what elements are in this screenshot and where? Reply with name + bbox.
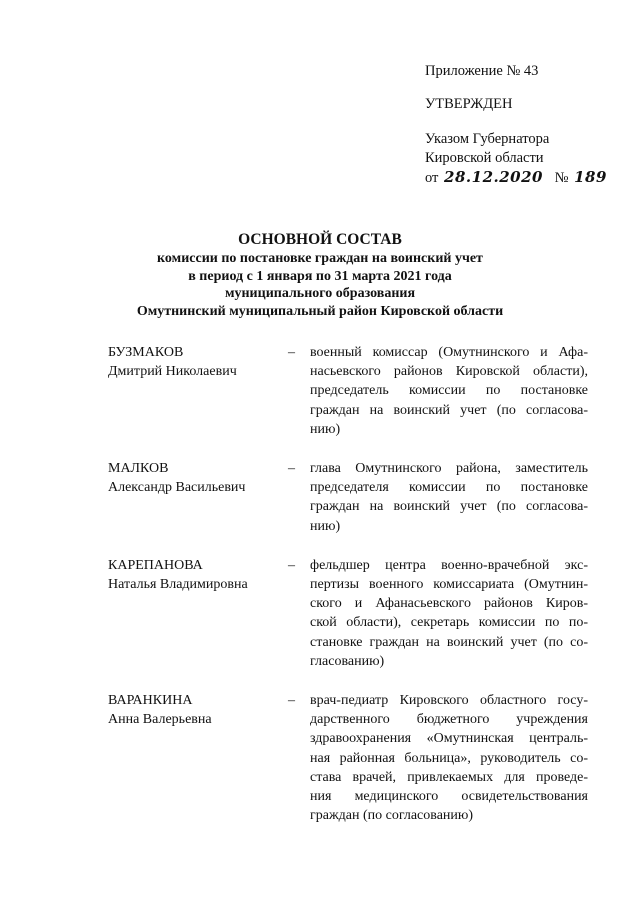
member-name <box>108 556 288 671</box>
member-role <box>310 556 588 671</box>
dash-separator: – <box>288 557 295 573</box>
role-line: председателя комиссии по постановке <box>310 480 588 496</box>
role-line: ния медицинского освидетельствования <box>310 789 588 805</box>
role-line: граждан (по согласованию) <box>310 808 474 824</box>
approved-label: УТВЕРЖДЕН <box>425 96 513 112</box>
handwritten-number: 189 <box>574 168 607 186</box>
approval-block <box>425 62 625 188</box>
role-line: нию) <box>310 421 341 437</box>
role-line: гласованию) <box>310 653 385 669</box>
number-label: № <box>554 170 569 186</box>
member-name <box>108 691 288 825</box>
heading-line-2: в период с 1 января по 31 марта 2021 года <box>188 268 452 284</box>
role-line: становке граждан на воинский учет (по со- <box>310 634 588 650</box>
dash-separator: – <box>288 693 295 709</box>
document-title: ОСНОВНОЙ СОСТАВ <box>238 231 402 248</box>
member-given-name: Александр Васильевич <box>108 480 246 496</box>
role-line: ского и Афанасьевского районов Киров- <box>310 596 588 612</box>
member-role <box>310 691 588 825</box>
role-line: ской области), секретарь комиссии по по- <box>310 615 588 631</box>
member-surname: КАРЕПАНОВА <box>108 557 203 573</box>
decree-date-number <box>425 168 625 188</box>
role-line: фельдшер центра военно-врачебной экс- <box>310 557 588 573</box>
role-line: председатель комиссии по постановке <box>310 383 588 399</box>
dash-separator: – <box>288 461 295 477</box>
role-line: граждан на воинский учет (по согласова- <box>310 402 588 418</box>
member-entry <box>108 556 588 671</box>
heading-line-1: комиссии по постановке граждан на воинский учет <box>157 251 483 266</box>
role-line: военный комиссар (Омутнинского и Афа- <box>310 345 588 360</box>
member-role <box>310 343 588 439</box>
member-entry <box>108 459 588 536</box>
from-label: от <box>425 170 439 186</box>
role-line: става врачей, привлекаемых для проведе- <box>310 769 588 785</box>
decree-line-1: Указом Губернатора <box>425 131 550 147</box>
role-line: ная районная больница», руководитель со- <box>310 750 588 766</box>
member-given-name: Наталья Владимировна <box>108 577 248 593</box>
member-entry <box>108 691 588 825</box>
heading-line-4: Омутнинский муниципальный район Кировской области <box>136 303 504 319</box>
role-line: насьевского районов Кировской области), <box>310 364 588 380</box>
role-line: врач-педиатр Кировского областного госу- <box>310 693 588 709</box>
role-line: граждан на воинский учет (по согласова- <box>310 499 588 515</box>
role-line: нию) <box>310 518 341 534</box>
role-line: дарственного бюджетного учреждения <box>310 712 588 728</box>
dash-separator: – <box>288 345 295 360</box>
member-given-name: Анна Валерьевна <box>108 712 212 728</box>
member-name <box>108 343 288 439</box>
handwritten-date: 28.12.2020 <box>444 168 543 186</box>
member-surname: МАЛКОВ <box>108 461 169 477</box>
member-surname: ВАРАНКИНА <box>108 693 193 709</box>
member-list <box>108 343 588 825</box>
member-role <box>310 459 588 536</box>
role-line: пертизы военного комиссариата (Омутнин- <box>310 577 588 593</box>
role-line: здравоохранения «Омутнинская централь- <box>310 731 588 747</box>
member-surname: БУЗМАКОВ <box>108 345 184 360</box>
appendix-number: Приложение № 43 <box>425 63 539 79</box>
member-given-name: Дмитрий Николаевич <box>108 364 237 380</box>
member-entry <box>108 343 588 439</box>
heading-line-3: муниципального образования <box>224 286 416 301</box>
document-heading <box>0 230 640 320</box>
member-name <box>108 459 288 536</box>
decree-line-2: Кировской области <box>425 150 544 166</box>
role-line: глава Омутнинского района, заместитель <box>310 461 588 477</box>
